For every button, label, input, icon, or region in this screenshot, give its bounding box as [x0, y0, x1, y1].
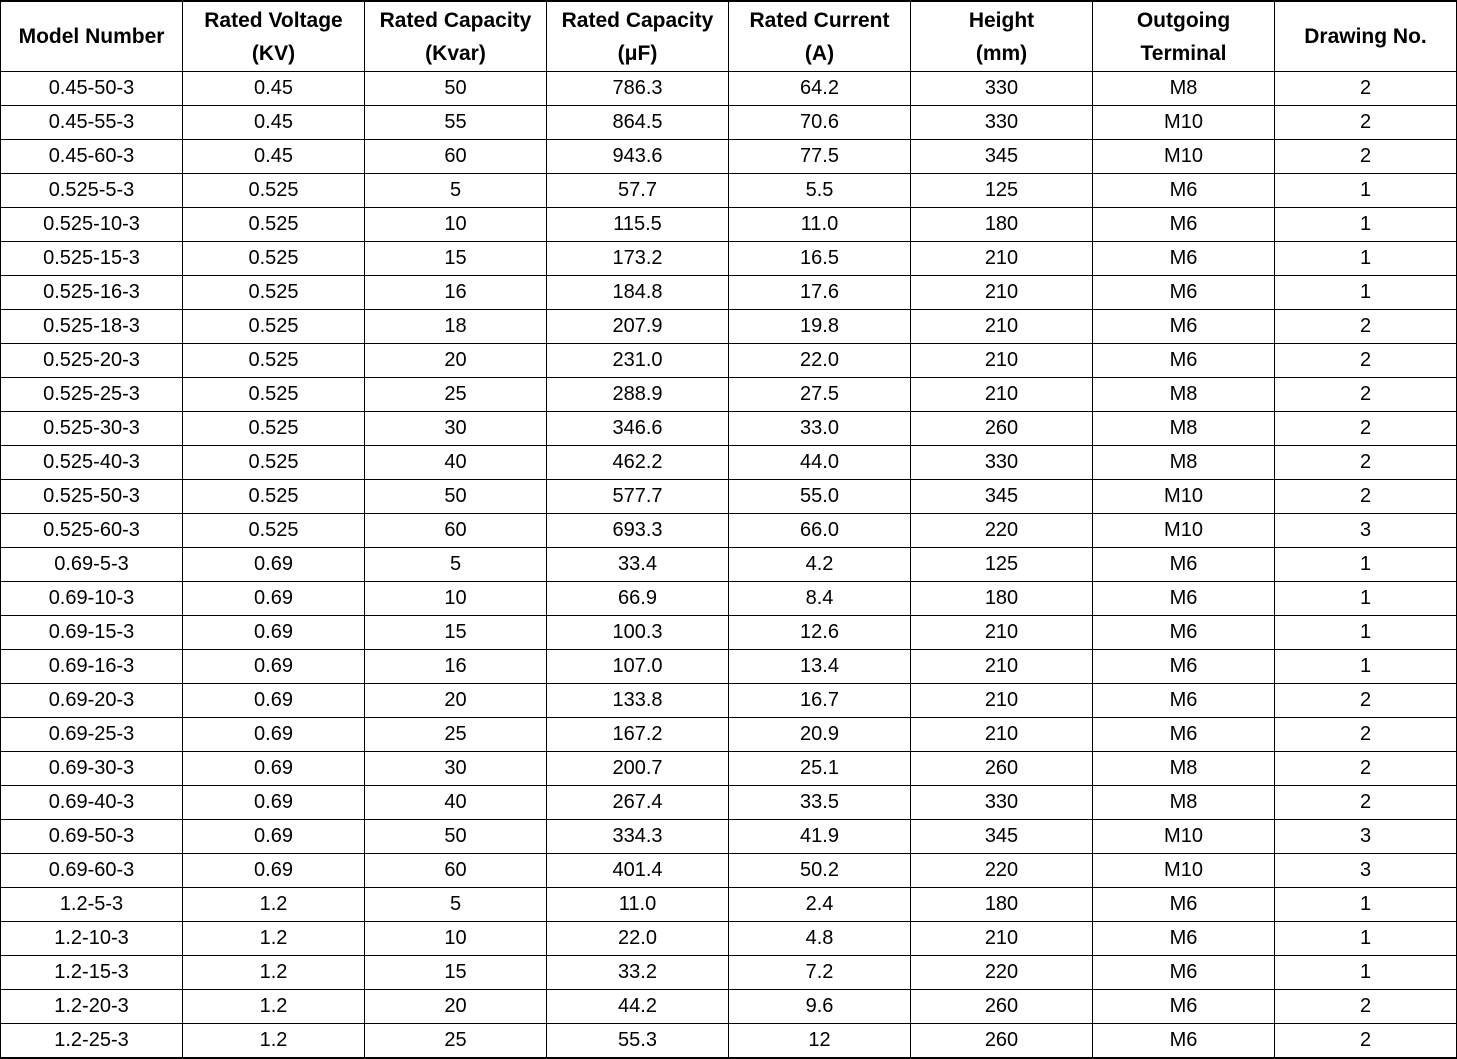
cell-model-number: 0.69-10-3 — [1, 582, 183, 616]
table-row — [1, 344, 1457, 378]
cell-rated-capacity-uf: 107.0 — [547, 650, 729, 684]
cell-outgoing-terminal: M10 — [1093, 140, 1275, 174]
cell-drawing-no: 1 — [1275, 922, 1457, 956]
cell-rated-capacity-uf: 33.4 — [547, 548, 729, 582]
cell-rated-voltage: 1.2 — [183, 1024, 365, 1059]
cell-rated-capacity-kvar: 60 — [365, 140, 547, 174]
cell-model-number: 0.525-5-3 — [1, 174, 183, 208]
cell-rated-current: 44.0 — [729, 446, 911, 480]
table-row — [1, 888, 1457, 922]
cell-drawing-no: 2 — [1275, 412, 1457, 446]
table-row — [1, 106, 1457, 140]
cell-drawing-no: 1 — [1275, 650, 1457, 684]
cell-height: 210 — [911, 718, 1093, 752]
cell-rated-voltage: 0.525 — [183, 446, 365, 480]
cell-rated-current: 4.2 — [729, 548, 911, 582]
cell-model-number: 0.525-10-3 — [1, 208, 183, 242]
cell-outgoing-terminal: M6 — [1093, 922, 1275, 956]
column-header-rated-capacity-uf-line-1: Rated Capacity — [561, 8, 714, 32]
cell-height: 220 — [911, 854, 1093, 888]
column-header-rated-voltage — [183, 1, 365, 72]
cell-outgoing-terminal: M6 — [1093, 548, 1275, 582]
cell-drawing-no: 2 — [1275, 480, 1457, 514]
cell-outgoing-terminal: M8 — [1093, 72, 1275, 106]
cell-rated-capacity-kvar: 10 — [365, 922, 547, 956]
cell-rated-capacity-kvar: 50 — [365, 72, 547, 106]
cell-rated-capacity-uf: 346.6 — [547, 412, 729, 446]
cell-rated-capacity-kvar: 20 — [365, 344, 547, 378]
cell-rated-current: 8.4 — [729, 582, 911, 616]
cell-rated-current: 19.8 — [729, 310, 911, 344]
cell-drawing-no: 2 — [1275, 718, 1457, 752]
cell-rated-capacity-uf: 401.4 — [547, 854, 729, 888]
cell-outgoing-terminal: M10 — [1093, 480, 1275, 514]
table-row — [1, 548, 1457, 582]
cell-rated-capacity-kvar: 30 — [365, 412, 547, 446]
table-row — [1, 1024, 1457, 1059]
cell-drawing-no: 3 — [1275, 854, 1457, 888]
table-body — [1, 72, 1457, 1059]
cell-rated-capacity-uf: 115.5 — [547, 208, 729, 242]
cell-model-number: 0.525-25-3 — [1, 378, 183, 412]
cell-outgoing-terminal: M6 — [1093, 310, 1275, 344]
cell-rated-voltage: 0.525 — [183, 480, 365, 514]
cell-height: 345 — [911, 820, 1093, 854]
cell-height: 345 — [911, 140, 1093, 174]
column-header-rated-voltage-line-1: Rated Voltage — [204, 8, 343, 32]
cell-outgoing-terminal: M6 — [1093, 956, 1275, 990]
cell-rated-current: 9.6 — [729, 990, 911, 1024]
cell-drawing-no: 1 — [1275, 276, 1457, 310]
cell-rated-voltage: 1.2 — [183, 922, 365, 956]
cell-rated-current: 41.9 — [729, 820, 911, 854]
cell-rated-capacity-uf: 462.2 — [547, 446, 729, 480]
cell-rated-capacity-kvar: 10 — [365, 582, 547, 616]
cell-rated-capacity-uf: 864.5 — [547, 106, 729, 140]
cell-rated-capacity-uf: 786.3 — [547, 72, 729, 106]
cell-outgoing-terminal: M8 — [1093, 786, 1275, 820]
cell-rated-capacity-kvar: 25 — [365, 718, 547, 752]
column-header-rated-voltage-line-2: (KV) — [251, 41, 296, 65]
cell-rated-capacity-kvar: 40 — [365, 786, 547, 820]
cell-rated-capacity-kvar: 5 — [365, 174, 547, 208]
table-row — [1, 276, 1457, 310]
cell-drawing-no: 2 — [1275, 1024, 1457, 1059]
column-header-rated-current-line-1: Rated Current — [749, 8, 890, 32]
cell-rated-voltage: 1.2 — [183, 956, 365, 990]
cell-rated-voltage: 0.69 — [183, 786, 365, 820]
cell-rated-capacity-kvar: 50 — [365, 820, 547, 854]
cell-rated-current: 2.4 — [729, 888, 911, 922]
table-row — [1, 446, 1457, 480]
column-header-model-number-line-1: Model Number — [18, 25, 165, 48]
cell-model-number: 0.525-30-3 — [1, 412, 183, 446]
cell-height: 210 — [911, 344, 1093, 378]
cell-height: 345 — [911, 480, 1093, 514]
cell-rated-voltage: 0.525 — [183, 242, 365, 276]
cell-drawing-no: 2 — [1275, 990, 1457, 1024]
cell-height: 220 — [911, 956, 1093, 990]
cell-drawing-no: 2 — [1275, 684, 1457, 718]
table-row — [1, 718, 1457, 752]
cell-rated-current: 7.2 — [729, 956, 911, 990]
table-row — [1, 684, 1457, 718]
cell-rated-current: 64.2 — [729, 72, 911, 106]
cell-rated-voltage: 0.69 — [183, 616, 365, 650]
cell-model-number: 0.45-60-3 — [1, 140, 183, 174]
cell-model-number: 0.69-40-3 — [1, 786, 183, 820]
cell-model-number: 0.45-55-3 — [1, 106, 183, 140]
cell-model-number: 0.525-15-3 — [1, 242, 183, 276]
cell-rated-current: 70.6 — [729, 106, 911, 140]
cell-rated-current: 11.0 — [729, 208, 911, 242]
column-header-outgoing-terminal — [1093, 1, 1275, 72]
cell-height: 330 — [911, 446, 1093, 480]
cell-outgoing-terminal: M6 — [1093, 888, 1275, 922]
cell-rated-capacity-kvar: 55 — [365, 106, 547, 140]
cell-rated-capacity-uf: 11.0 — [547, 888, 729, 922]
cell-rated-voltage: 0.525 — [183, 378, 365, 412]
cell-rated-capacity-kvar: 60 — [365, 514, 547, 548]
cell-model-number: 0.525-20-3 — [1, 344, 183, 378]
cell-height: 180 — [911, 582, 1093, 616]
cell-rated-current: 5.5 — [729, 174, 911, 208]
cell-model-number: 1.2-10-3 — [1, 922, 183, 956]
cell-height: 180 — [911, 208, 1093, 242]
cell-rated-capacity-kvar: 60 — [365, 854, 547, 888]
cell-rated-capacity-kvar: 5 — [365, 548, 547, 582]
cell-model-number: 0.69-60-3 — [1, 854, 183, 888]
table-row — [1, 786, 1457, 820]
cell-rated-voltage: 0.45 — [183, 106, 365, 140]
column-header-rated-current — [729, 1, 911, 72]
cell-rated-current: 13.4 — [729, 650, 911, 684]
cell-rated-current: 25.1 — [729, 752, 911, 786]
column-header-rated-capacity-kvar-line-1: Rated Capacity — [379, 8, 532, 32]
cell-rated-voltage: 1.2 — [183, 888, 365, 922]
cell-model-number: 0.69-5-3 — [1, 548, 183, 582]
cell-drawing-no: 2 — [1275, 752, 1457, 786]
column-header-rated-capacity-kvar — [365, 1, 547, 72]
column-header-rated-capacity-kvar-line-2: (Kvar) — [425, 41, 486, 65]
cell-height: 210 — [911, 242, 1093, 276]
cell-outgoing-terminal: M10 — [1093, 514, 1275, 548]
table-row — [1, 752, 1457, 786]
table-row — [1, 922, 1457, 956]
table-row — [1, 650, 1457, 684]
cell-height: 330 — [911, 106, 1093, 140]
cell-rated-capacity-uf: 33.2 — [547, 956, 729, 990]
cell-outgoing-terminal: M6 — [1093, 174, 1275, 208]
cell-outgoing-terminal: M6 — [1093, 242, 1275, 276]
cell-drawing-no: 1 — [1275, 582, 1457, 616]
cell-rated-capacity-uf: 207.9 — [547, 310, 729, 344]
cell-rated-current: 20.9 — [729, 718, 911, 752]
cell-rated-capacity-kvar: 30 — [365, 752, 547, 786]
cell-rated-capacity-uf: 200.7 — [547, 752, 729, 786]
cell-drawing-no: 1 — [1275, 956, 1457, 990]
cell-outgoing-terminal: M8 — [1093, 412, 1275, 446]
cell-outgoing-terminal: M6 — [1093, 208, 1275, 242]
cell-outgoing-terminal: M6 — [1093, 684, 1275, 718]
cell-height: 210 — [911, 650, 1093, 684]
header-row — [1, 1, 1457, 72]
cell-rated-capacity-kvar: 18 — [365, 310, 547, 344]
cell-drawing-no: 2 — [1275, 310, 1457, 344]
cell-model-number: 0.525-18-3 — [1, 310, 183, 344]
cell-rated-capacity-kvar: 10 — [365, 208, 547, 242]
cell-outgoing-terminal: M6 — [1093, 344, 1275, 378]
cell-rated-capacity-kvar: 20 — [365, 990, 547, 1024]
cell-drawing-no: 2 — [1275, 446, 1457, 480]
cell-rated-capacity-kvar: 25 — [365, 1024, 547, 1059]
cell-model-number: 0.525-40-3 — [1, 446, 183, 480]
cell-outgoing-terminal: M8 — [1093, 446, 1275, 480]
table-row — [1, 310, 1457, 344]
cell-model-number: 0.69-15-3 — [1, 616, 183, 650]
cell-rated-capacity-uf: 66.9 — [547, 582, 729, 616]
table-row — [1, 378, 1457, 412]
cell-rated-current: 12 — [729, 1024, 911, 1059]
cell-outgoing-terminal: M10 — [1093, 106, 1275, 140]
cell-rated-capacity-kvar: 15 — [365, 242, 547, 276]
cell-drawing-no: 2 — [1275, 786, 1457, 820]
cell-rated-capacity-kvar: 40 — [365, 446, 547, 480]
cell-model-number: 0.69-25-3 — [1, 718, 183, 752]
cell-rated-capacity-uf: 167.2 — [547, 718, 729, 752]
table-row — [1, 140, 1457, 174]
cell-height: 210 — [911, 378, 1093, 412]
cell-outgoing-terminal: M10 — [1093, 854, 1275, 888]
cell-rated-current: 17.6 — [729, 276, 911, 310]
cell-rated-capacity-uf: 55.3 — [547, 1024, 729, 1059]
cell-rated-voltage: 0.525 — [183, 412, 365, 446]
column-header-outgoing-terminal-line-2: Terminal — [1140, 41, 1227, 65]
table-row — [1, 174, 1457, 208]
cell-height: 210 — [911, 684, 1093, 718]
cell-outgoing-terminal: M6 — [1093, 718, 1275, 752]
cell-drawing-no: 1 — [1275, 888, 1457, 922]
column-header-outgoing-terminal-line-1: Outgoing — [1136, 8, 1231, 32]
cell-rated-voltage: 0.69 — [183, 582, 365, 616]
cell-rated-current: 22.0 — [729, 344, 911, 378]
cell-drawing-no: 1 — [1275, 174, 1457, 208]
cell-model-number: 1.2-20-3 — [1, 990, 183, 1024]
table-row — [1, 412, 1457, 446]
cell-rated-capacity-uf: 173.2 — [547, 242, 729, 276]
cell-height: 210 — [911, 310, 1093, 344]
cell-rated-capacity-uf: 44.2 — [547, 990, 729, 1024]
cell-rated-capacity-uf: 267.4 — [547, 786, 729, 820]
cell-rated-current: 33.5 — [729, 786, 911, 820]
cell-rated-capacity-kvar: 16 — [365, 276, 547, 310]
cell-rated-current: 50.2 — [729, 854, 911, 888]
cell-rated-voltage: 1.2 — [183, 990, 365, 1024]
cell-height: 210 — [911, 276, 1093, 310]
cell-rated-capacity-uf: 943.6 — [547, 140, 729, 174]
cell-rated-capacity-kvar: 16 — [365, 650, 547, 684]
column-header-rated-capacity-uf-line-2: (μF) — [617, 41, 658, 65]
cell-rated-voltage: 0.45 — [183, 140, 365, 174]
cell-rated-voltage: 0.45 — [183, 72, 365, 106]
cell-rated-current: 55.0 — [729, 480, 911, 514]
cell-height: 220 — [911, 514, 1093, 548]
cell-height: 260 — [911, 990, 1093, 1024]
cell-rated-voltage: 0.525 — [183, 344, 365, 378]
table-row — [1, 990, 1457, 1024]
cell-rated-current: 4.8 — [729, 922, 911, 956]
cell-rated-voltage: 0.69 — [183, 548, 365, 582]
cell-rated-voltage: 0.525 — [183, 276, 365, 310]
column-header-height-line-1: Height — [968, 8, 1035, 32]
cell-outgoing-terminal: M8 — [1093, 378, 1275, 412]
cell-outgoing-terminal: M6 — [1093, 1024, 1275, 1059]
cell-height: 260 — [911, 412, 1093, 446]
cell-rated-voltage: 0.69 — [183, 854, 365, 888]
table-row — [1, 582, 1457, 616]
cell-outgoing-terminal: M10 — [1093, 820, 1275, 854]
cell-model-number: 1.2-25-3 — [1, 1024, 183, 1059]
cell-rated-capacity-uf: 22.0 — [547, 922, 729, 956]
cell-drawing-no: 1 — [1275, 242, 1457, 276]
cell-rated-capacity-kvar: 5 — [365, 888, 547, 922]
cell-rated-capacity-uf: 334.3 — [547, 820, 729, 854]
cell-drawing-no: 1 — [1275, 208, 1457, 242]
cell-rated-current: 33.0 — [729, 412, 911, 446]
cell-drawing-no: 2 — [1275, 140, 1457, 174]
cell-rated-capacity-uf: 231.0 — [547, 344, 729, 378]
cell-drawing-no: 2 — [1275, 72, 1457, 106]
cell-height: 330 — [911, 786, 1093, 820]
cell-rated-capacity-kvar: 20 — [365, 684, 547, 718]
cell-rated-voltage: 0.525 — [183, 514, 365, 548]
cell-rated-capacity-uf: 133.8 — [547, 684, 729, 718]
column-header-rated-capacity-uf — [547, 1, 729, 72]
cell-rated-capacity-kvar: 15 — [365, 956, 547, 990]
cell-rated-capacity-uf: 288.9 — [547, 378, 729, 412]
column-header-drawing-no — [1275, 1, 1457, 72]
column-header-model-number — [1, 1, 183, 72]
cell-rated-capacity-kvar: 50 — [365, 480, 547, 514]
cell-drawing-no: 2 — [1275, 106, 1457, 140]
cell-model-number: 0.525-60-3 — [1, 514, 183, 548]
cell-rated-capacity-uf: 100.3 — [547, 616, 729, 650]
cell-height: 125 — [911, 548, 1093, 582]
table-row — [1, 208, 1457, 242]
cell-rated-voltage: 0.525 — [183, 310, 365, 344]
cell-rated-voltage: 0.525 — [183, 174, 365, 208]
column-header-rated-current-line-2: (A) — [804, 41, 835, 65]
cell-rated-capacity-kvar: 15 — [365, 616, 547, 650]
cell-height: 260 — [911, 752, 1093, 786]
cell-outgoing-terminal: M6 — [1093, 650, 1275, 684]
cell-height: 210 — [911, 922, 1093, 956]
column-header-drawing-no-line-1: Drawing No. — [1304, 25, 1427, 48]
cell-model-number: 1.2-5-3 — [1, 888, 183, 922]
cell-rated-current: 66.0 — [729, 514, 911, 548]
cell-model-number: 0.69-20-3 — [1, 684, 183, 718]
cell-drawing-no: 3 — [1275, 820, 1457, 854]
cell-height: 330 — [911, 72, 1093, 106]
cell-outgoing-terminal: M6 — [1093, 276, 1275, 310]
cell-rated-capacity-uf: 693.3 — [547, 514, 729, 548]
cell-rated-capacity-kvar: 25 — [365, 378, 547, 412]
cell-rated-current: 77.5 — [729, 140, 911, 174]
cell-rated-current: 16.7 — [729, 684, 911, 718]
cell-rated-capacity-uf: 57.7 — [547, 174, 729, 208]
table-row — [1, 480, 1457, 514]
cell-outgoing-terminal: M6 — [1093, 616, 1275, 650]
cell-rated-voltage: 0.69 — [183, 684, 365, 718]
cell-model-number: 0.69-30-3 — [1, 752, 183, 786]
cell-rated-voltage: 0.525 — [183, 208, 365, 242]
cell-height: 180 — [911, 888, 1093, 922]
cell-rated-voltage: 0.69 — [183, 752, 365, 786]
cell-drawing-no: 1 — [1275, 548, 1457, 582]
cell-rated-voltage: 0.69 — [183, 820, 365, 854]
cell-model-number: 0.69-50-3 — [1, 820, 183, 854]
cell-height: 260 — [911, 1024, 1093, 1059]
table-header — [1, 1, 1457, 72]
column-header-height-line-2: (mm) — [975, 41, 1028, 65]
cell-rated-current: 12.6 — [729, 616, 911, 650]
cell-model-number: 0.45-50-3 — [1, 72, 183, 106]
cell-rated-current: 16.5 — [729, 242, 911, 276]
cell-model-number: 0.69-16-3 — [1, 650, 183, 684]
column-header-height — [911, 1, 1093, 72]
cell-drawing-no: 2 — [1275, 378, 1457, 412]
cell-rated-voltage: 0.69 — [183, 718, 365, 752]
cell-model-number: 0.525-16-3 — [1, 276, 183, 310]
cell-outgoing-terminal: M8 — [1093, 752, 1275, 786]
cell-rated-capacity-uf: 184.8 — [547, 276, 729, 310]
cell-rated-current: 27.5 — [729, 378, 911, 412]
table-row — [1, 72, 1457, 106]
cell-outgoing-terminal: M6 — [1093, 990, 1275, 1024]
table-row — [1, 956, 1457, 990]
table-row — [1, 854, 1457, 888]
cell-drawing-no: 3 — [1275, 514, 1457, 548]
cell-rated-capacity-uf: 577.7 — [547, 480, 729, 514]
table-row — [1, 616, 1457, 650]
cell-model-number: 0.525-50-3 — [1, 480, 183, 514]
cell-model-number: 1.2-15-3 — [1, 956, 183, 990]
cell-drawing-no: 1 — [1275, 616, 1457, 650]
cell-rated-voltage: 0.69 — [183, 650, 365, 684]
table-row — [1, 242, 1457, 276]
table-row — [1, 820, 1457, 854]
table-row — [1, 514, 1457, 548]
cell-height: 125 — [911, 174, 1093, 208]
cell-drawing-no: 2 — [1275, 344, 1457, 378]
cell-height: 210 — [911, 616, 1093, 650]
cell-outgoing-terminal: M6 — [1093, 582, 1275, 616]
